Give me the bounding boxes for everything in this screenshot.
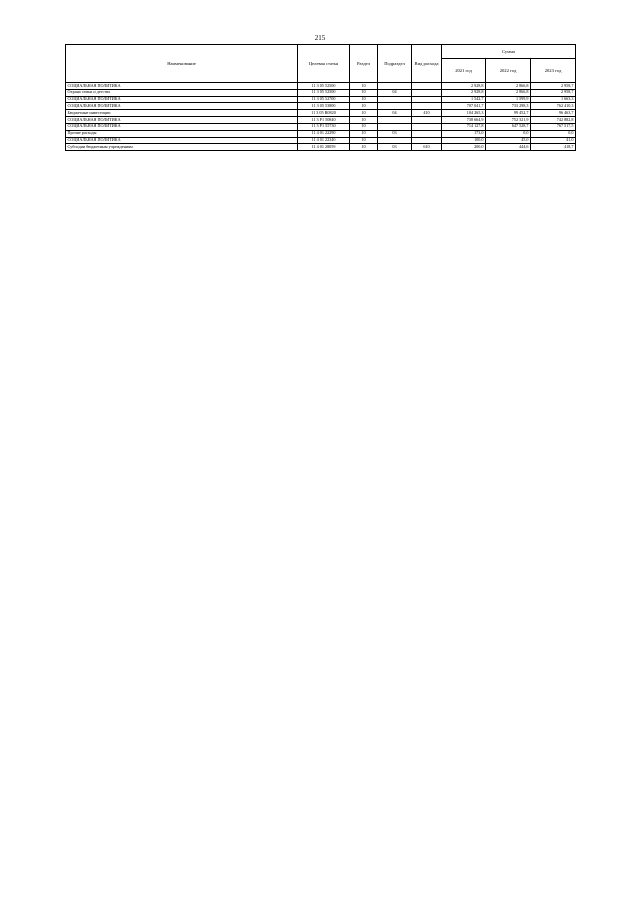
- cell-expense-type: [412, 83, 442, 90]
- cell-sum-2021: 1 542,7: [442, 96, 486, 103]
- cell-sum-2021: 173,0: [442, 130, 486, 137]
- cell-sum-2021: 714 127,8: [442, 123, 486, 130]
- cell-sum-2023: 762 410,3: [531, 103, 576, 110]
- cell-target-article: 11 3 05 52700: [298, 96, 350, 103]
- cell-target-article: 11 3 05 53800: [298, 103, 350, 110]
- cell-sum-2023: 96 463,7: [531, 110, 576, 117]
- table-row: [66, 117, 576, 124]
- cell-section: 10: [350, 137, 378, 144]
- cell-sum-2022: 45,0: [486, 137, 531, 144]
- cell-section: 10: [350, 110, 378, 117]
- cell-sum-2022: 2 866,8: [486, 89, 531, 96]
- cell-sum-2023: 41,0: [531, 137, 576, 144]
- table-row: [66, 130, 576, 137]
- header-expense-type: Вид расхода: [412, 45, 442, 83]
- cell-expense-type: [412, 117, 442, 124]
- cell-sum-2021: 100,0: [442, 137, 486, 144]
- cell-section: 10: [350, 123, 378, 130]
- cell-expense-type: [412, 103, 442, 110]
- cell-sum-2022: 752 321,9: [486, 117, 531, 124]
- cell-sum-2023: 418,7: [531, 144, 576, 151]
- header-sum: Сумма: [442, 45, 576, 59]
- table-row: [66, 83, 576, 90]
- cell-sum-2022: 2 866,8: [486, 83, 531, 90]
- cell-subsection: [378, 117, 412, 124]
- page-number: 215: [314, 34, 326, 42]
- cell-expense-type: 610: [412, 144, 442, 151]
- cell-sum-2023: 742 882,8: [531, 117, 576, 124]
- table-row: [66, 144, 576, 151]
- cell-name: СОЦИАЛЬНАЯ ПОЛИТИКА: [66, 83, 298, 90]
- cell-sum-2023: 0,0: [531, 130, 576, 137]
- table-row: [66, 96, 576, 103]
- cell-target-article: 11 4 01 22290: [298, 130, 350, 137]
- cell-target-article: 11 3 05 52500: [298, 83, 350, 90]
- cell-sum-2023: 767 517,5: [531, 123, 576, 130]
- cell-subsection: [378, 83, 412, 90]
- cell-name: Субсидии бюджетным учреждениям: [66, 144, 298, 151]
- cell-name: Бюджетные инвестиции: [66, 110, 298, 117]
- cell-sum-2022: 99 452,7: [486, 110, 531, 117]
- cell-target-article: 11 3 05 52500: [298, 89, 350, 96]
- table-row: [66, 123, 576, 130]
- cell-sum-2022: 0,0: [486, 130, 531, 137]
- cell-subsection: 03: [378, 130, 412, 137]
- cell-sum-2021: 2 928,8: [442, 89, 486, 96]
- cell-name: СОЦИАЛЬНАЯ ПОЛИТИКА: [66, 123, 298, 130]
- cell-subsection: [378, 137, 412, 144]
- cell-subsection: 04: [378, 89, 412, 96]
- cell-section: 10: [350, 117, 378, 124]
- cell-name: Охрана семьи и детства: [66, 89, 298, 96]
- cell-expense-type: [412, 123, 442, 130]
- cell-name: СОЦИАЛЬНАЯ ПОЛИТИКА: [66, 117, 298, 124]
- header-year-2023: 2023 год: [531, 59, 576, 83]
- cell-section: 10: [350, 103, 378, 110]
- header-name: Наименование: [66, 45, 298, 83]
- cell-sum-2023: 2 958,7: [531, 89, 576, 96]
- table-row: [66, 137, 576, 144]
- header-subsection: Подраздел: [378, 45, 412, 83]
- cell-target-article: 11 3 05 R0820: [298, 110, 350, 117]
- table-body: [66, 83, 576, 151]
- cell-name: СОЦИАЛЬНАЯ ПОЛИТИКА: [66, 137, 298, 144]
- cell-sum-2023: 2 958,7: [531, 83, 576, 90]
- cell-subsection: [378, 123, 412, 130]
- table-row: [66, 103, 576, 110]
- cell-target-article: 11 3 P1 55730: [298, 123, 350, 130]
- header-year-2022: 2022 год: [486, 59, 531, 83]
- cell-target-article: 11 4 01 28059: [298, 144, 350, 151]
- cell-section: 10: [350, 96, 378, 103]
- cell-expense-type: [412, 130, 442, 137]
- cell-sum-2022: 1 599,9: [486, 96, 531, 103]
- cell-subsection: [378, 103, 412, 110]
- cell-target-article: 11 3 P1 50840: [298, 117, 350, 124]
- header-target-article: Целевая статья: [298, 45, 350, 83]
- header-year-2021: 2021 год: [442, 59, 486, 83]
- cell-subsection: 03: [378, 144, 412, 151]
- cell-section: 10: [350, 130, 378, 137]
- cell-subsection: 04: [378, 110, 412, 117]
- header-section: Раздел: [350, 45, 378, 83]
- budget-table: [65, 44, 576, 151]
- cell-expense-type: [412, 96, 442, 103]
- cell-expense-type: 410: [412, 110, 442, 117]
- cell-sum-2022: 647 528,7: [486, 123, 531, 130]
- cell-expense-type: [412, 137, 442, 144]
- table-row: [66, 89, 576, 96]
- cell-sum-2023: 1 663,3: [531, 96, 576, 103]
- cell-sum-2021: 738 664,9: [442, 117, 486, 124]
- cell-sum-2021: 2 928,8: [442, 83, 486, 90]
- cell-expense-type: [412, 89, 442, 96]
- cell-name: СОЦИАЛЬНАЯ ПОЛИТИКА: [66, 103, 298, 110]
- cell-section: 10: [350, 144, 378, 151]
- cell-name: СОЦИАЛЬНАЯ ПОЛИТИКА: [66, 96, 298, 103]
- cell-sum-2021: 104 265,3: [442, 110, 486, 117]
- cell-section: 10: [350, 89, 378, 96]
- cell-sum-2021: 200,0: [442, 144, 486, 151]
- table-row: [66, 110, 576, 117]
- cell-name: Прочие расходы: [66, 130, 298, 137]
- cell-sum-2021: 707 041,7: [442, 103, 486, 110]
- cell-subsection: [378, 96, 412, 103]
- cell-target-article: 11 4 01 22340: [298, 137, 350, 144]
- cell-sum-2022: 444,6: [486, 144, 531, 151]
- cell-section: 10: [350, 83, 378, 90]
- cell-sum-2022: 733 298,3: [486, 103, 531, 110]
